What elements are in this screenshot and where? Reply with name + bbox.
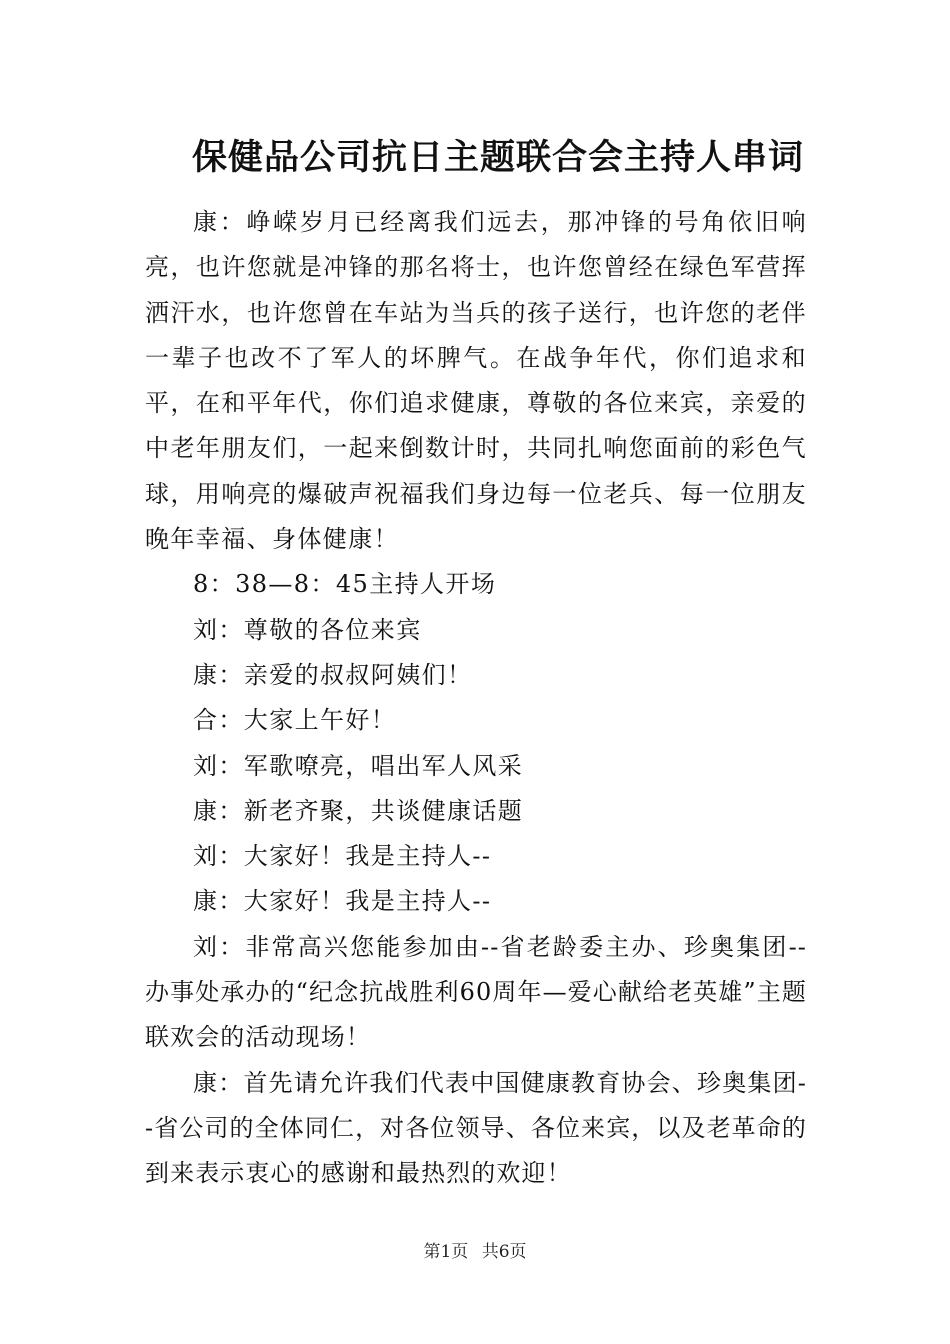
paragraph-thanks: 康：首先请允许我们代表中国健康教育协会、珍奥集团--省公司的全体同仁，对各位领导、各位来宾，以及老革命的到来表示衷心的感谢和最热烈的欢迎！ <box>145 1068 807 1188</box>
paragraph-line: 刘：尊敬的各位来宾 <box>193 615 422 644</box>
paragraph-opening: 康：峥嵘岁月已经离我们远去，那冲锋的号角依旧响亮，也许您就是冲锋的那名将士，也许您曾经在绿色军营挥洒汗水，也许您曾在车站为当兵的孩子送行，也许您的老伴一辈子也改不了军人的坏脾气。在战争年代，你们追求和平，在和平年代，你们追求健康，尊敬的各位来宾，亲爱的中老年朋友们，一起来倒数计时，共同扎响您面前的彩色气球，用响亮的爆破声祝福我们身边每一位老兵、每一位朋友晚年幸福、身体健康！ <box>145 208 807 554</box>
paragraph-line: 康：大家好！我是主持人-- <box>193 887 492 916</box>
paragraph-welcome: 刘：非常高兴您能参加由--省老龄委主办、珍奥集团--办事处承办的“纪念抗战胜利60周年—爱心献给老英雄”主题联欢会的活动现场！ <box>145 932 807 1052</box>
page-total: 共6页 <box>481 1242 527 1262</box>
paragraph-schedule: 8：38—8：45主持人开场 <box>193 570 497 599</box>
page-footer <box>0 1240 950 1264</box>
document-body <box>145 200 807 1197</box>
document-title: 保健品公司抗日主题联合会主持人串词 <box>191 137 804 178</box>
paragraph-line: 康：亲爱的叔叔阿姨们！ <box>193 660 473 689</box>
paragraph-line: 合：大家上午好！ <box>193 706 397 735</box>
page-number: 第1页 <box>423 1242 469 1262</box>
paragraph-line: 康：新老齐聚，共谈健康话题 <box>193 796 524 825</box>
paragraph-line: 刘：军歌嘹亮，唱出军人风采 <box>193 751 524 780</box>
paragraph-line: 刘：大家好！我是主持人-- <box>193 842 492 871</box>
